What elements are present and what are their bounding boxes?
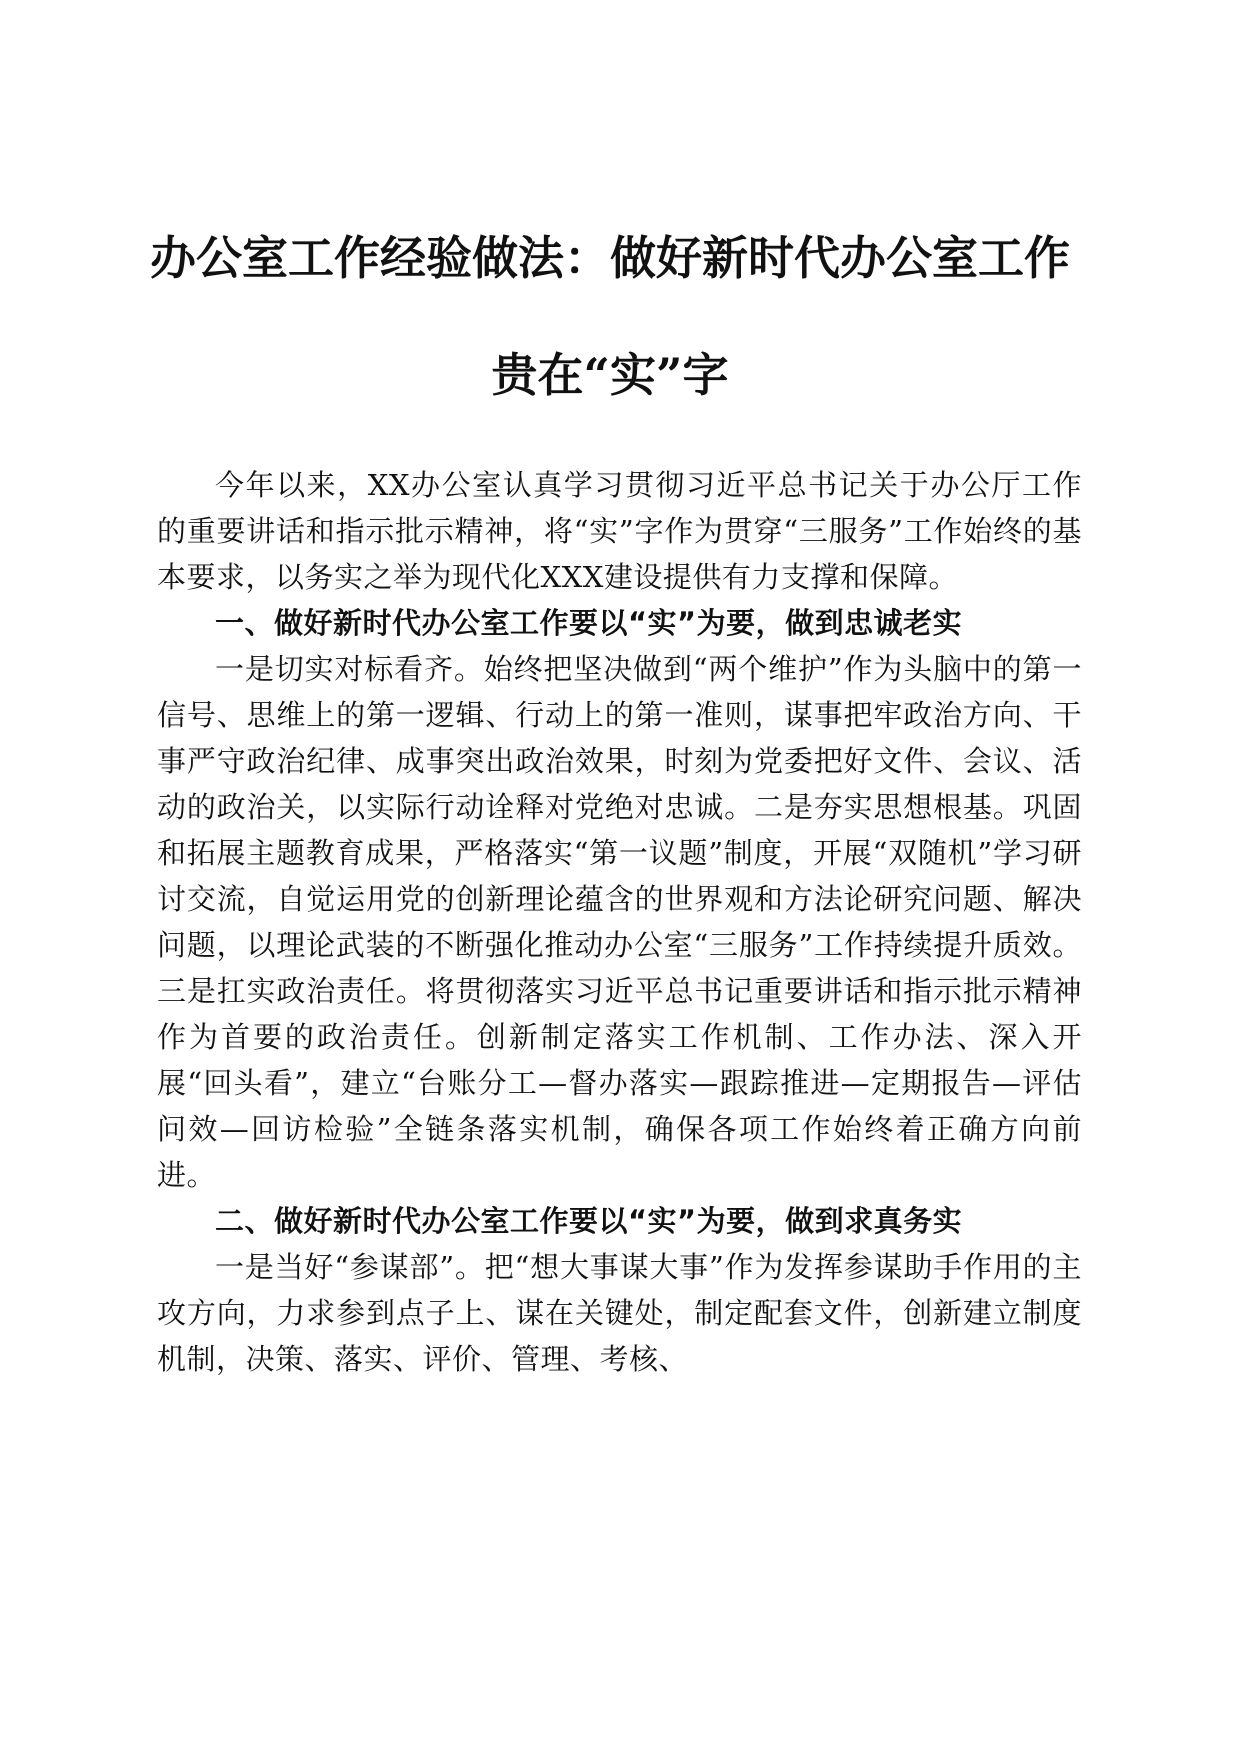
document-title-line-2: 贵在“实”字 bbox=[491, 348, 729, 402]
intro-paragraph: 今年以来，XX办公室认真学习贯彻习近平总书记关于办公厅工作的重要讲话和指示批示精神，将“实”字作为贯穿“三服务”工作始终的基本要求，以务实之举为现代化XXX建设提供有力支撑和保障。 bbox=[157, 468, 1082, 594]
section-paragraph-2: 一是当好“参谋部”。把“想大事谋大事”作为发挥参谋助手作用的主攻方向，力求参到点子上、谋在关键处，制定配套文件，创新建立制度机制，决策、落实、评价、管理、考核、 bbox=[157, 1250, 1082, 1376]
section-paragraph-1: 一是切实对标看齐。始终把坚决做到“两个维护”作为头脑中的第一信号、思维上的第一逻辑、行动上的第一准则，谋事把牢政治方向、干事严守政治纪律、成事突出政治效果，时刻为党委把好文件、会议、活动的政治关，以实际行动诠释对党绝对忠诚。二是夯实思想根基。巩固和拓展主题教育成果，严格落实“第一议题”制度，开展“双随机”学习研讨交流，自觉运用党的创新理论蕴含的世界观和方法论研究问题、解决问题，以理论武装的不断强化推动办公室“三服务”工作持续提升质效。三是扛实政治责任。将贯彻落实习近平总书记重要讲话和指示批示精神作为首要的政治责任。创新制定落实工作机制、工作办法、深入开展“回头看”，建立“台账分工—督办落实—跟踪推进—定期报告—评估问效—回访检验”全链条落实机制，确保各项工作始终着正确方向前进。 bbox=[157, 652, 1082, 1192]
document-title-line-1: 办公室工作经验做法：做好新时代办公室工作 bbox=[150, 231, 1070, 285]
section-heading-1: 一、做好新时代办公室工作要以“实”为要，做到忠诚老实 bbox=[215, 606, 963, 640]
section-heading-2: 二、做好新时代办公室工作要以“实”为要，做到求真务实 bbox=[215, 1204, 963, 1238]
document-body bbox=[157, 462, 1082, 1382]
